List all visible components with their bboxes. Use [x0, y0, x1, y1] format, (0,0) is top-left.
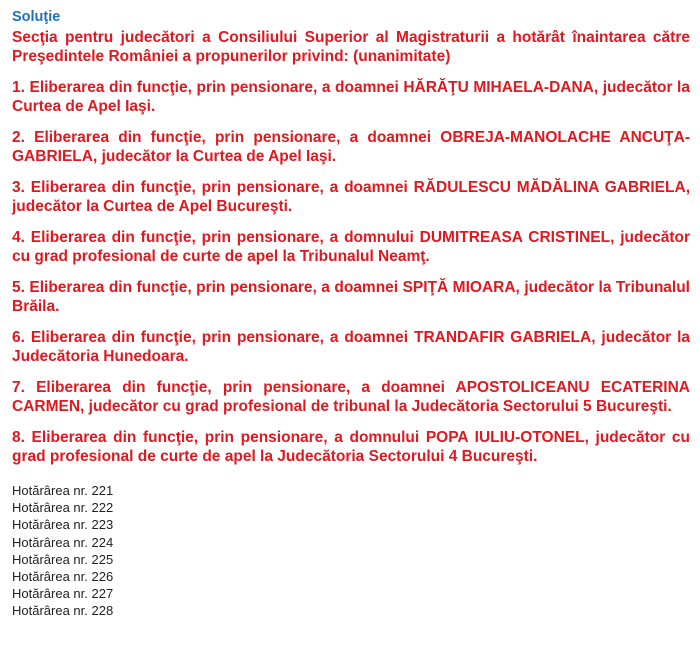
proposal-item: 6. Eliberarea din funcţie, prin pensionare, a doamnei TRANDAFIR GABRIELA, judecător la Judecătoria Hunedoara.	[12, 329, 691, 365]
decision-number: Hotărârea nr. 227	[12, 586, 114, 602]
decision-list	[12, 482, 690, 620]
judge-name: TRANDAFIR GABRIELA	[413, 329, 592, 346]
proposal-item: 1. Eliberarea din funcţie, prin pensionare, a doamnei HĂRĂŢU MIHAELA-DANA, judecător la Curtea de Apel Iaşi.	[12, 79, 690, 115]
judge-name: SPIŢĂ MIOARA	[402, 279, 516, 296]
proposal-item: 3. Eliberarea din funcţie, prin pensionare, a doamnei RĂDULESCU MĂDĂLINA GABRIELA, judecător la Curtea de Apel Bucureşti.	[12, 179, 690, 215]
proposal-item: 5. Eliberarea din funcţie, prin pensionare, a doamnei SPIŢĂ MIOARA, judecător la Tribunalul Brăila.	[12, 279, 690, 315]
decision-number: Hotărârea nr. 222	[12, 500, 114, 516]
proposal-item: 7. Eliberarea din funcţie, prin pensionare, a doamnei APOSTOLICEANU ECATERINA CARMEN, judecător cu grad profesional de tribunal la Judecătoria Sectorului 5 Bucureşti.	[12, 379, 690, 415]
proposal-item: 8. Eliberarea din funcţie, prin pensionare, a domnului POPA IULIU-OTONEL, judecător cu grad profesional de curte de apel la Judecătoria Sectorului 4 Bucureşti.	[12, 429, 690, 465]
decision-number: Hotărârea nr. 226	[12, 569, 114, 585]
judge-name: OBREJA-MANOLACHE ANCUŢA-GABRIELA	[12, 129, 690, 165]
decision-number: Hotărârea nr. 221	[12, 483, 114, 498]
decision-number: Hotărârea nr. 223	[12, 517, 114, 533]
judge-name: HĂRĂŢU MIHAELA-DANA	[403, 79, 594, 96]
section-heading: Soluţie	[12, 9, 61, 25]
proposal-item: 4. Eliberarea din funcţie, prin pensionare, a domnului DUMITREASA CRISTINEL, judecător cu grad profesional de curte de apel la Tribunalul Neamţ.	[12, 229, 690, 265]
decision-number: Hotărârea nr. 228	[12, 603, 114, 619]
proposal-item: 2. Eliberarea din funcţie, prin pensionare, a doamnei OBREJA-MANOLACHE ANCUŢA-GABRIELA, judecător la Curtea de Apel Iaşi.	[12, 129, 690, 165]
decision-number: Hotărârea nr. 225	[12, 551, 114, 567]
intro-paragraph: Secţia pentru judecători a Consiliului Superior al Magistraturii a hotărât înaintarea către Preşedintele României a propunerilor privind: (unanimitate)	[12, 29, 690, 65]
judge-name: APOSTOLICEANU ECATERINA CARMEN	[12, 379, 690, 415]
judge-name: RĂDULESCU MĂDĂLINA GABRIELA	[413, 179, 686, 196]
judge-name: DUMITREASA CRISTINEL	[419, 229, 611, 246]
judge-name: POPA IULIU-OTONEL	[425, 429, 585, 446]
decision-number: Hotărârea nr. 224	[12, 534, 114, 550]
